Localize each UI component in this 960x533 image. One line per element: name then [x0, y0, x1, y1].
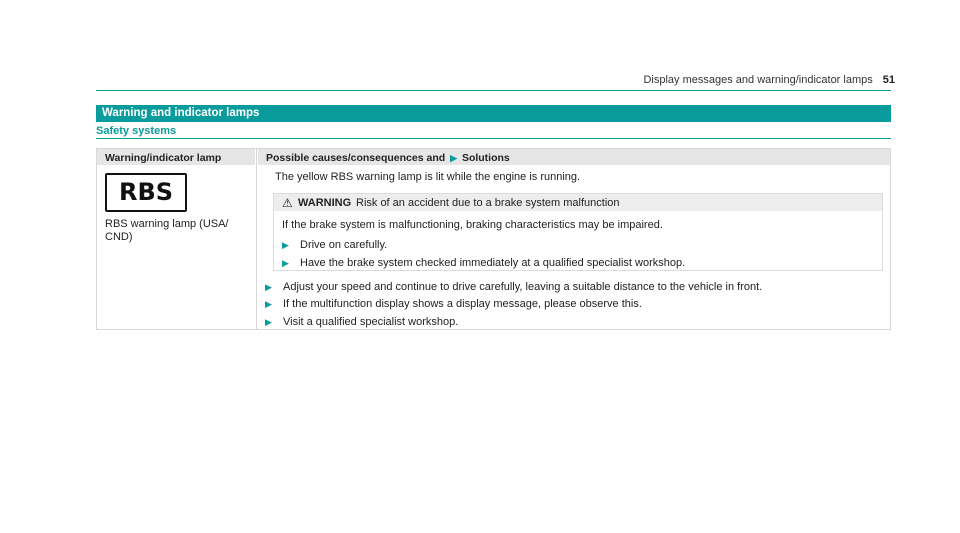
subsection-rule: [96, 138, 891, 139]
solution-step-text: If the multifunction display shows a display message, please observe this.: [283, 298, 642, 310]
col-header-lamp: Warning/indicator lamp: [97, 149, 255, 165]
warning-lamp-table: [96, 148, 891, 330]
warning-step-text: Drive on carefully.: [300, 239, 388, 251]
warning-title: WARNING: [298, 197, 352, 209]
rbs-lamp-icon: RBS: [105, 173, 187, 212]
warning-text: Risk of an accident due to a brake system malfunction: [356, 197, 620, 209]
column-divider: [256, 149, 257, 329]
running-head-title: Display messages and warning/indicator lamps: [643, 74, 873, 86]
arrow-right-icon: ▶: [450, 153, 458, 163]
arrow-right-icon: ▶: [265, 317, 272, 327]
header-rule: [96, 90, 891, 91]
col-header-solutions: Solutions: [461, 152, 510, 164]
intro-text: The yellow RBS warning lamp is lit while the engine is running.: [275, 171, 581, 183]
warning-triangle-icon: ⚠: [282, 196, 293, 210]
section-title: Warning and indicator lamps: [96, 105, 891, 122]
arrow-right-icon: ▶: [282, 240, 289, 250]
lamp-caption: RBS warning lamp (USA/ CND): [105, 218, 229, 243]
arrow-right-icon: ▶: [265, 282, 272, 292]
page-number: 51: [882, 74, 895, 86]
col-header-causes-text: Possible causes/consequences and: [266, 152, 446, 164]
warning-box: [273, 193, 883, 271]
warning-body: If the brake system is malfunctioning, braking characteristics may be impaired.: [282, 219, 663, 231]
arrow-right-icon: ▶: [282, 258, 289, 268]
solution-step-text: Visit a qualified specialist workshop.: [283, 316, 459, 328]
warning-header: [274, 194, 882, 211]
running-head: [600, 74, 895, 86]
col-header-causes: [258, 149, 890, 165]
warning-step-text: Have the brake system checked immediately at a qualified specialist workshop.: [300, 257, 686, 269]
solution-step-text: Adjust your speed and continue to drive carefully, leaving a suitable distance to the vehicle in front.: [283, 281, 763, 293]
subsection-title: Safety systems: [96, 125, 177, 137]
arrow-right-icon: ▶: [265, 299, 272, 309]
